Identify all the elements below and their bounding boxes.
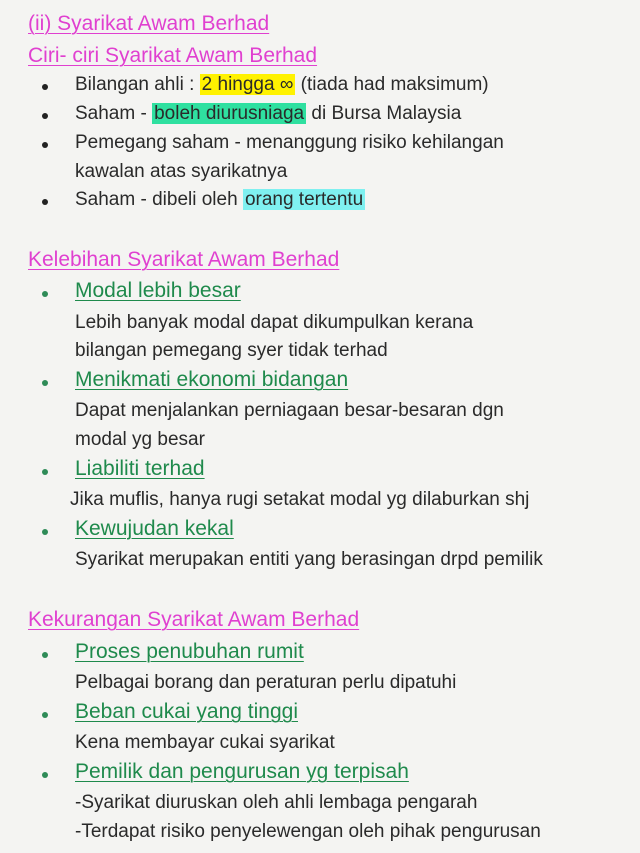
bullet-icon xyxy=(42,84,48,90)
kekurangan-heading: Kekurangan Syarikat Awam Berhad xyxy=(28,608,360,631)
bullet-icon xyxy=(42,469,48,475)
ciri-item-3-line2: kawalan atas syarikatnya xyxy=(75,161,288,182)
ciri-item-1-text-end: (tiada had maksimum) xyxy=(295,74,489,95)
kekurangan-item-2-line1: Kena membayar cukai syarikat xyxy=(75,732,335,753)
bullet-icon xyxy=(42,113,48,119)
bullet-icon xyxy=(42,712,48,718)
kelebihan-item-4-title: Kewujudan kekal xyxy=(75,517,234,540)
kelebihan-item-2-title: Menikmati ekonomi bidangan xyxy=(75,368,349,391)
kelebihan-item-1-line1: Lebih banyak modal dapat dikumpulkan kerana xyxy=(75,312,474,333)
highlight-yellow: 2 hingga ∞ xyxy=(201,74,294,95)
section-title: (ii) Syarikat Awam Berhad xyxy=(28,12,270,35)
kekurangan-item-3-title: Pemilik dan pengurusan yg terpisah xyxy=(75,760,409,783)
bullet-icon xyxy=(42,772,48,778)
bullet-icon xyxy=(42,529,48,535)
ciri-item-2 xyxy=(75,103,461,125)
ciri-item-1 xyxy=(75,74,489,96)
ciri-item-2-text-end: di Bursa Malaysia xyxy=(306,103,462,124)
ciri-item-2-text: Saham - xyxy=(75,103,153,124)
kekurangan-item-3-line2: -Terdapat risiko penyelewengan oleh pihak pengurusan xyxy=(75,821,541,842)
ciri-item-4-text: Saham - dibeli oleh xyxy=(75,189,243,210)
highlight-cyan: orang tertentu xyxy=(244,189,364,210)
highlight-green: boleh diurusniaga xyxy=(154,103,305,124)
bullet-icon xyxy=(42,291,48,297)
kekurangan-item-3-line1: -Syarikat diuruskan oleh ahli lembaga pengarah xyxy=(75,792,478,813)
kekurangan-item-2-title: Beban cukai yang tinggi xyxy=(75,700,298,723)
ciri-item-1-text: Bilangan ahli : xyxy=(75,74,200,95)
kelebihan-item-3-line1: Jika muflis, hanya rugi setakat modal yg dilaburkan shj xyxy=(70,489,530,510)
bullet-icon xyxy=(42,380,48,386)
kekurangan-item-1-title: Proses penubuhan rumit xyxy=(75,640,304,663)
bullet-icon xyxy=(42,652,48,658)
ciri-heading: Ciri- ciri Syarikat Awam Berhad xyxy=(28,44,318,67)
kelebihan-item-1-title: Modal lebih besar xyxy=(75,279,241,302)
kelebihan-item-2-line1: Dapat menjalankan perniagaan besar-besaran dgn xyxy=(75,400,504,421)
ciri-item-4 xyxy=(75,189,365,211)
bullet-icon xyxy=(42,199,48,205)
kelebihan-item-3-title: Liabiliti terhad xyxy=(75,457,205,480)
kelebihan-item-4-line1: Syarikat merupakan entiti yang berasingan drpd pemilik xyxy=(75,549,543,570)
kekurangan-item-1-line1: Pelbagai borang dan peraturan perlu dipatuhi xyxy=(75,672,457,693)
kelebihan-heading: Kelebihan Syarikat Awam Berhad xyxy=(28,248,340,271)
kelebihan-item-1-line2: bilangan pemegang syer tidak terhad xyxy=(75,340,388,361)
ciri-item-3-line1: Pemegang saham - menanggung risiko kehilangan xyxy=(75,132,504,153)
bullet-icon xyxy=(42,142,48,148)
kelebihan-item-2-line2: modal yg besar xyxy=(75,429,205,450)
